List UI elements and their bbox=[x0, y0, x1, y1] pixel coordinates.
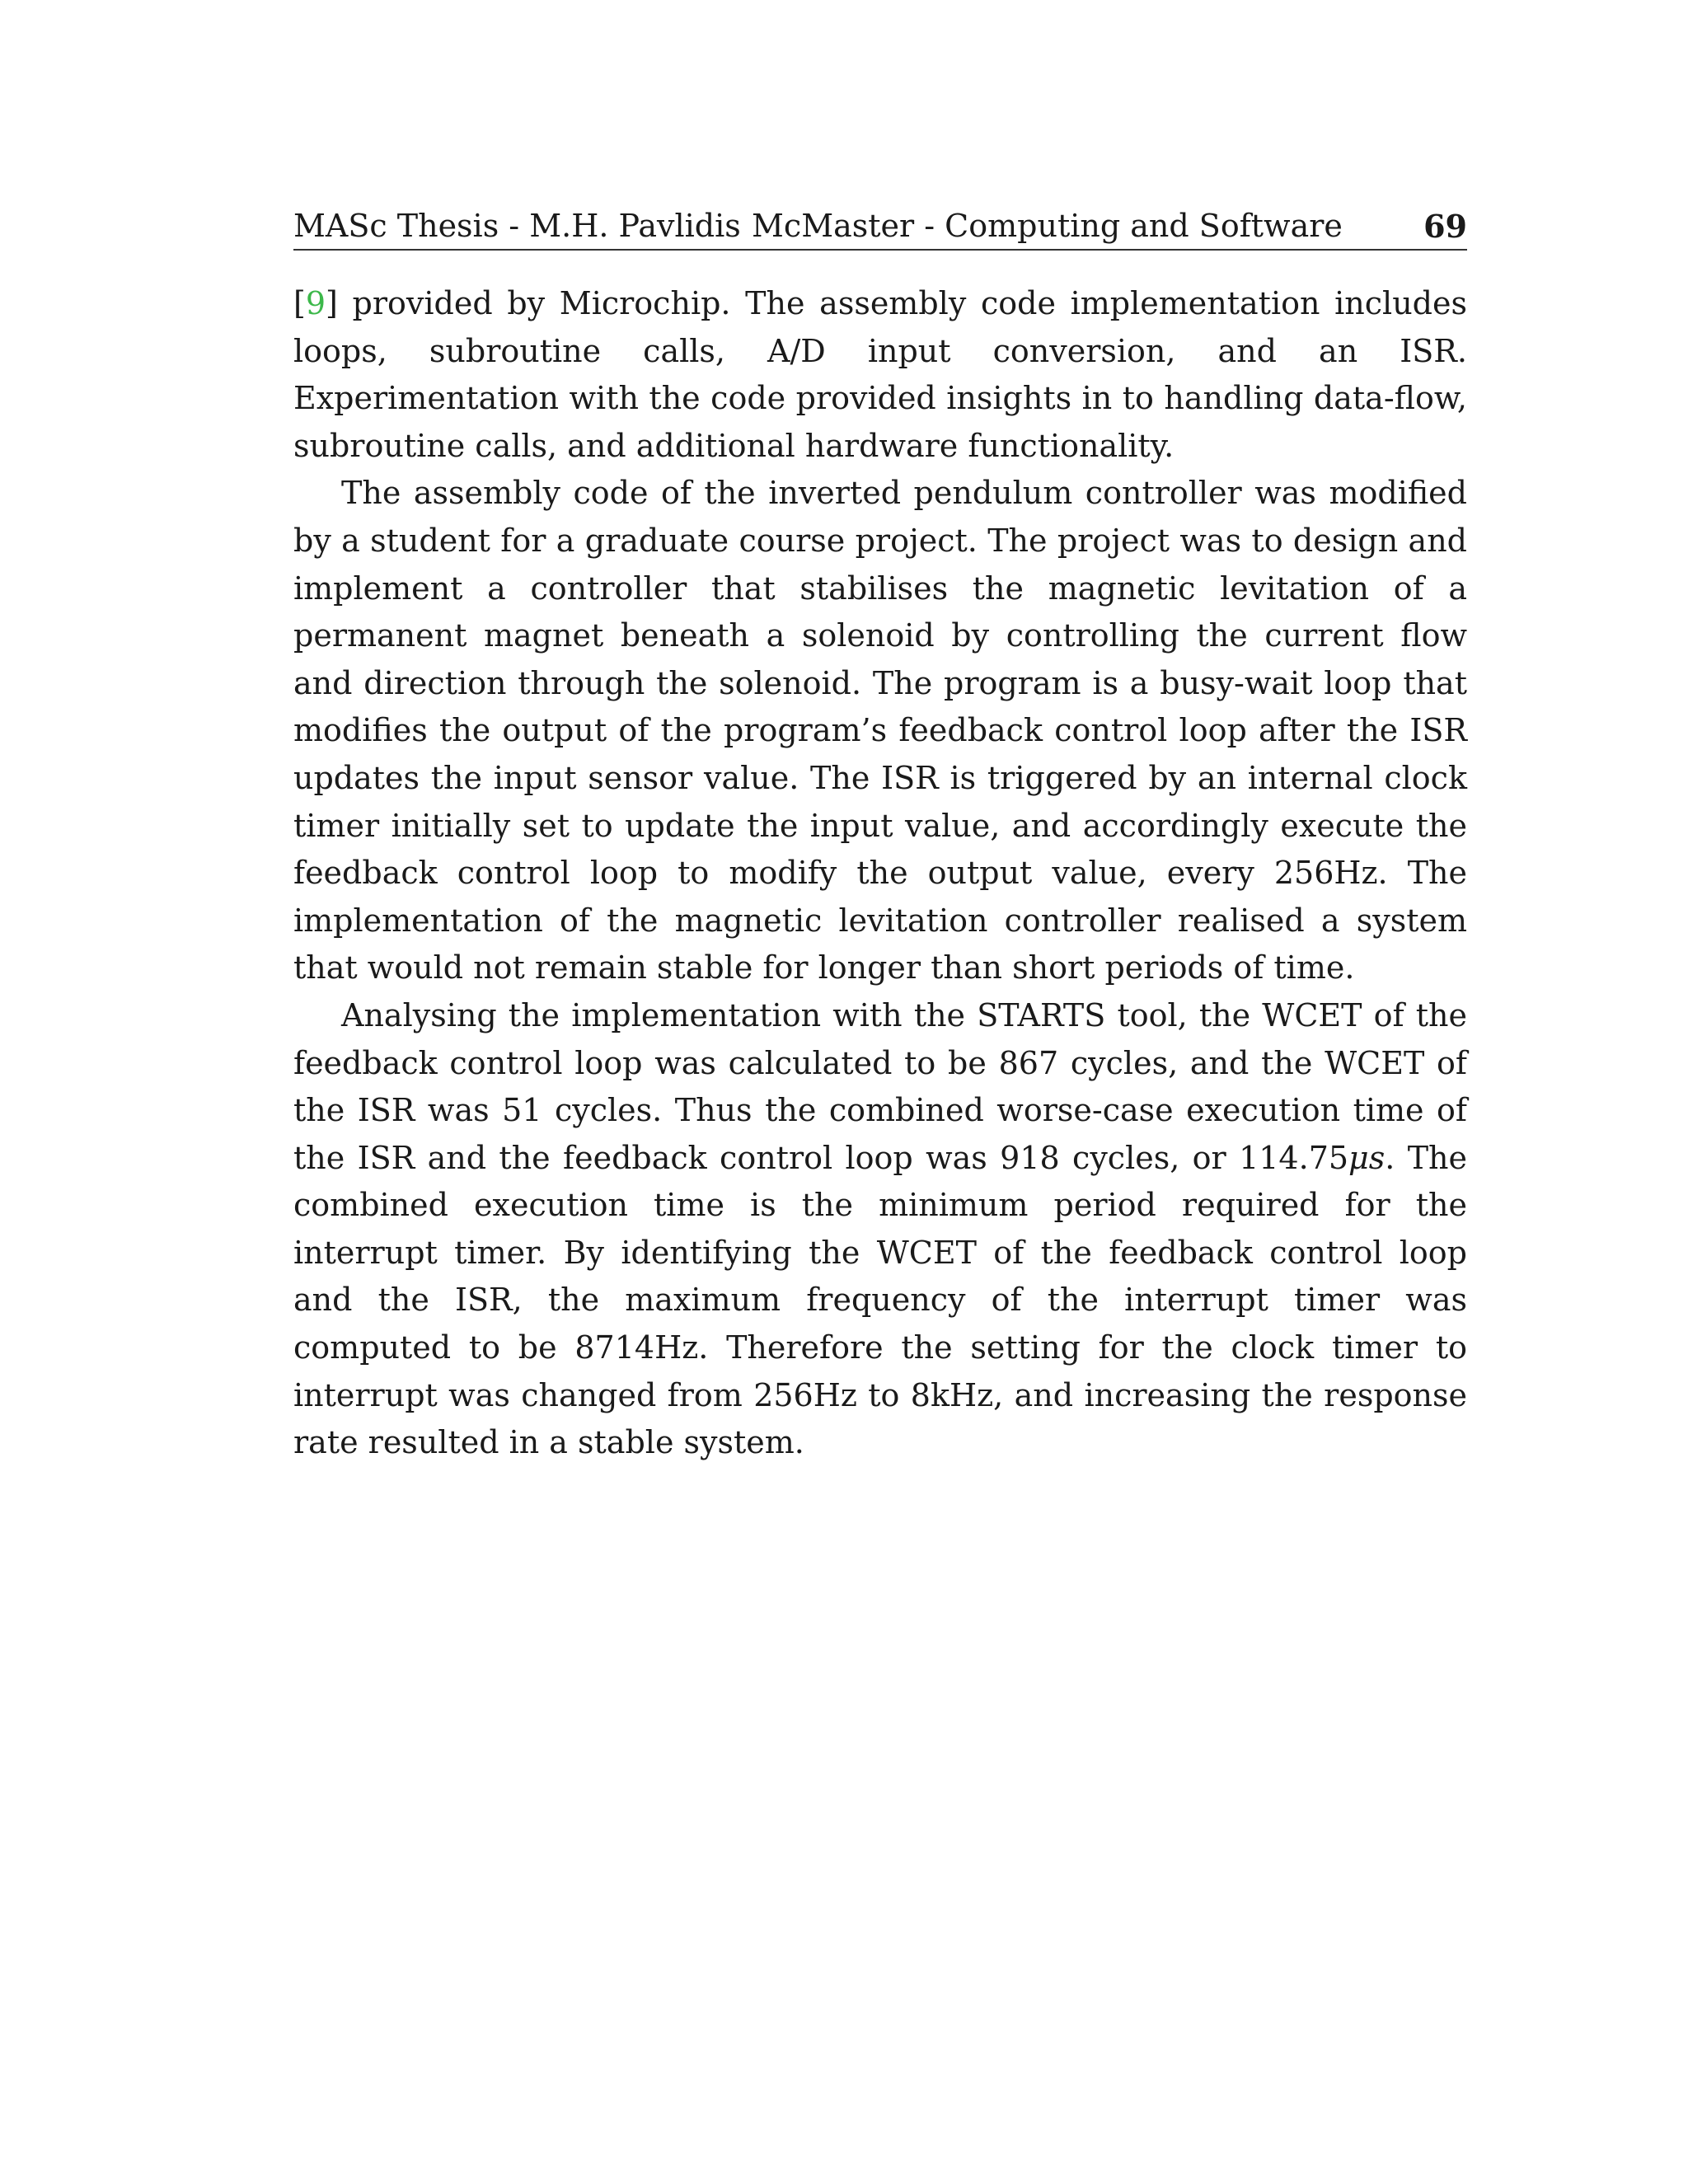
paragraph-2-text: The assembly code of the inverted pendulum controller was modified by a student for a graduate course project. The project was to design and implement a controller that stabilises the magnetic levitation of a permanent magnet beneath a solenoid by controlling the current flow and direction through the solenoid. The program is a busy-wait loop that modifies the output of the program’s feedback control loop after the ISR updates the input sensor value. The ISR is triggered by an internal clock timer initially set to update the input value, and accordingly execute the feedback control loop to modify the output value, every 256Hz. The implementation of the magnetic levitation controller realised a system that would not remain stable for longer than short periods of time. bbox=[293, 475, 1467, 987]
paragraph-3-text-end: . The combined execution time is the minimum period required for the interrupt timer. By identifying the WCET of the feedback control loop and the ISR, the maximum frequency of the interrupt timer was computed to be 8714Hz. Therefore the setting for the clock timer to interrupt was changed from 256Hz to 8kHz, and increasing the response rate resulted in a stable system. bbox=[293, 1139, 1468, 1461]
citation-link[interactable]: 9 bbox=[305, 285, 326, 321]
page-number: 69 bbox=[1423, 208, 1467, 245]
paragraph-2 bbox=[293, 470, 1467, 992]
body-text bbox=[293, 280, 1467, 1467]
thesis-page bbox=[293, 190, 1467, 1467]
paragraph-1-text: provided by Microchip. The assembly code implementation includes loops, subroutine calls, A/D input conversion, and an ISR. Experimentation with the code provided insights in to handling data-flow, subroutine calls, and additional hardware functionality. bbox=[293, 285, 1467, 464]
header-thesis-author: MASc Thesis - M.H. Pavlidis bbox=[293, 208, 741, 244]
microseconds-unit: μs bbox=[1348, 1139, 1386, 1176]
paragraph-3-text-start: Analysing the implementation with the STARTS tool, the WCET of the feedback control loop was calculated to be 867 cycles, and the WCET of the ISR was 51 cycles. Thus the combined worse-case execution time of the ISR and the feedback control loop was 918 cycles, or 114.75 bbox=[293, 996, 1467, 1176]
header-department: McMaster - Computing and Software bbox=[752, 208, 1343, 244]
paragraph-1 bbox=[293, 280, 1467, 470]
paragraph-3 bbox=[293, 992, 1467, 1467]
citation-open-bracket: [ bbox=[293, 285, 306, 321]
citation-close-bracket: ] bbox=[326, 285, 338, 321]
running-header bbox=[293, 190, 1467, 251]
